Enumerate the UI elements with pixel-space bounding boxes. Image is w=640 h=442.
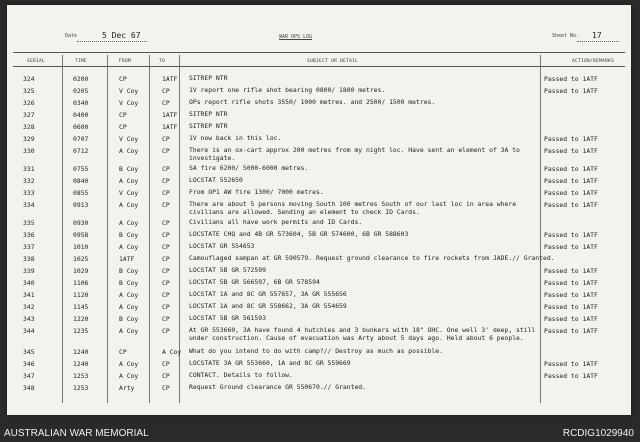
entry-time: 1240 — [73, 360, 89, 368]
log-entry-row — [7, 277, 631, 289]
entry-to: CP — [162, 165, 170, 173]
entry-serial: 341 — [23, 291, 35, 299]
entry-action: Passed to 1ATF — [544, 243, 598, 251]
log-entry-row — [7, 358, 631, 370]
sheet-dotted-line — [577, 41, 619, 42]
entry-time: 0755 — [73, 165, 89, 173]
entry-subject: LOCSTAT 5B GR 566597, 6B GR 578594 — [189, 278, 320, 286]
footer-source: AUSTRALIAN WAR MEMORIAL — [4, 428, 149, 439]
entry-serial: 343 — [23, 315, 35, 323]
log-title: WAR OPS LOG — [279, 34, 313, 40]
entry-from: V Coy — [119, 135, 139, 143]
entry-subject: LOCSTAT 552650 — [189, 176, 243, 184]
entry-subject: 1V now back in this loc. — [189, 134, 282, 142]
entry-subject: Civilians all have work permits and ID Cards. — [189, 218, 363, 226]
entry-from: A Coy — [119, 291, 139, 299]
entry-from: B Coy — [119, 267, 139, 275]
entry-serial: 340 — [23, 279, 35, 287]
entry-subject: There is an ox-cart approx 200 metres from my night loc. Have sent an element of 3A to investigate. — [189, 146, 520, 162]
log-entry-row — [7, 97, 631, 109]
entry-serial: 332 — [23, 177, 35, 185]
entry-to: CP — [162, 99, 170, 107]
entry-time: 1025 — [73, 255, 89, 263]
entry-from: V Coy — [119, 189, 139, 197]
entry-subject: CONTACT. Details to follow. — [189, 371, 293, 379]
entry-from: A Coy — [119, 219, 139, 227]
entry-from: B Coy — [119, 165, 139, 173]
entry-subject: LOCSTAT 1A and 8C GR 558662, 3A GR 554659 — [189, 302, 347, 310]
col-time: TIME — [75, 59, 88, 64]
log-entry-row — [7, 325, 631, 342]
log-entry-row — [7, 175, 631, 187]
log-entry-row — [7, 301, 631, 313]
entry-subject: Camouflaged sampan at GR 590579. Request ground clearance to fire rockets from JADE.// Granted. — [189, 254, 555, 262]
entry-from: V Coy — [119, 99, 139, 107]
col-from: FROM — [119, 59, 132, 64]
entry-time: 0340 — [73, 99, 89, 107]
entry-to: CP — [162, 201, 170, 209]
entry-action: Passed to 1ATF — [544, 327, 598, 335]
entry-action: Passed to 1ATF — [544, 291, 598, 299]
entry-time: 1120 — [73, 291, 89, 299]
col-action: ACTION/REMARKS — [572, 59, 615, 64]
entry-serial: 330 — [23, 147, 35, 155]
date-value: 5 Dec 67 — [102, 31, 141, 40]
entry-subject: SA fire 6200/ 5000-6000 metres. — [189, 164, 309, 172]
entry-from: A Coy — [119, 372, 139, 380]
entry-from: CP — [119, 75, 127, 83]
log-entry-row — [7, 229, 631, 241]
entry-subject: LOCSTAT GR 554653 — [189, 242, 255, 250]
entry-to: CP — [162, 327, 170, 335]
date-label: Date — [65, 33, 78, 39]
entry-action: Passed to 1ATF — [544, 177, 598, 185]
entry-serial: 334 — [23, 201, 35, 209]
entry-serial: 326 — [23, 99, 35, 107]
entry-serial: 347 — [23, 372, 35, 380]
entry-time: 0707 — [73, 135, 89, 143]
entry-subject: LOCSTATE CHQ and 4B GR 573604, 5B GR 574600, 6B GR 588603 — [189, 230, 409, 238]
entry-serial: 337 — [23, 243, 35, 251]
entry-serial: 336 — [23, 231, 35, 239]
log-entry-row — [7, 241, 631, 253]
sheet-label: Sheet No. — [552, 33, 580, 39]
entry-action: Passed to 1ATF — [544, 135, 598, 143]
entry-serial: 333 — [23, 189, 35, 197]
entry-time: 0840 — [73, 177, 89, 185]
entry-subject: OPs report rifle shots 3550/ 1000 metres. and 2500/ 1500 metres. — [189, 98, 436, 106]
header-rule — [13, 66, 625, 67]
entry-serial: 342 — [23, 303, 35, 311]
entry-from: B Coy — [119, 315, 139, 323]
entry-time: 1235 — [73, 327, 89, 335]
entry-from: 1ATF — [119, 255, 135, 263]
log-entry-row — [7, 133, 631, 145]
entry-to: CP — [162, 279, 170, 287]
entry-action: Passed to 1ATF — [544, 87, 598, 95]
entry-action: Passed to 1ATF — [544, 372, 598, 380]
log-entry-row — [7, 370, 631, 382]
entry-from: CP — [119, 111, 127, 119]
entry-subject: SITREP NTR — [189, 122, 228, 130]
entry-serial: 339 — [23, 267, 35, 275]
entry-time: 0400 — [73, 111, 89, 119]
entry-to: CP — [162, 372, 170, 380]
entry-from: CP — [119, 123, 127, 131]
log-entry-row — [7, 187, 631, 199]
date-dotted-line — [77, 41, 147, 42]
entry-time: 0712 — [73, 147, 89, 155]
entry-from: A Coy — [119, 360, 139, 368]
log-entry-row — [7, 289, 631, 301]
entry-time: 0913 — [73, 201, 89, 209]
entry-action: Passed to 1ATF — [544, 75, 598, 83]
entry-to: CP — [162, 303, 170, 311]
entry-to: CP — [162, 189, 170, 197]
log-sheet — [7, 5, 631, 415]
entry-to: CP — [162, 384, 170, 392]
entry-subject: LOCSTAT 5B GR 572599 — [189, 266, 266, 274]
entry-from: A Coy — [119, 303, 139, 311]
col-to: TO — [159, 59, 166, 64]
entry-to: CP — [162, 177, 170, 185]
entry-to: CP — [162, 135, 170, 143]
entry-action: Passed to 1ATF — [544, 231, 598, 239]
sheet-number: 17 — [592, 31, 602, 40]
log-entry-row — [7, 73, 631, 85]
log-entry-row — [7, 313, 631, 325]
entry-from: B Coy — [119, 231, 139, 239]
entry-time: 1010 — [73, 243, 89, 251]
entry-subject: SITREP NTR — [189, 110, 228, 118]
entry-action: Passed to 1ATF — [544, 315, 598, 323]
entry-time: 1106 — [73, 279, 89, 287]
entry-to: CP — [162, 219, 170, 227]
log-entry-row — [7, 145, 631, 162]
entry-serial: 344 — [23, 327, 35, 335]
entry-action: Passed to 1ATF — [544, 201, 598, 209]
entry-from: A Coy — [119, 327, 139, 335]
entry-to: 1ATF — [162, 75, 178, 83]
entry-action: Passed to 1ATF — [544, 189, 598, 197]
entry-to: CP — [162, 267, 170, 275]
entry-from: B Coy — [119, 279, 139, 287]
entry-to: CP — [162, 87, 170, 95]
entry-to: CP — [162, 360, 170, 368]
entry-serial: 328 — [23, 123, 35, 131]
entry-action: Passed to 1ATF — [544, 147, 598, 155]
entry-time: 1240 — [73, 348, 89, 356]
log-entry-row — [7, 346, 631, 358]
entry-from: V Coy — [119, 87, 139, 95]
entry-serial: 331 — [23, 165, 35, 173]
entry-from: CP — [119, 348, 127, 356]
entry-serial: 348 — [23, 384, 35, 392]
log-entry-row — [7, 121, 631, 133]
entry-to: CP — [162, 243, 170, 251]
entry-serial: 327 — [23, 111, 35, 119]
col-subject: SUBJECT OR DETAIL — [307, 59, 359, 64]
entry-serial: 335 — [23, 219, 35, 227]
entry-subject: There are about 5 persons moving South 100 metres South of our last loc in area where civilians are allowed. Sending an element to check ID Cards. — [189, 200, 517, 216]
entry-to: 1ATF — [162, 111, 178, 119]
entry-time: 0205 — [73, 87, 89, 95]
entry-to: CP — [162, 255, 170, 263]
log-entry-row — [7, 253, 631, 265]
entry-time: 1145 — [73, 303, 89, 311]
entry-subject: 1V report one rifle shot bearing 0800/ 1800 metres. — [189, 86, 386, 94]
entry-action: Passed to 1ATF — [544, 360, 598, 368]
entry-to: 1ATF — [162, 123, 178, 131]
entry-action: Passed to 1ATF — [544, 165, 598, 173]
entry-from: A Coy — [119, 147, 139, 155]
entry-action: Passed to 1ATF — [544, 303, 598, 311]
log-entry-row — [7, 265, 631, 277]
log-entry-row — [7, 85, 631, 97]
entry-serial: 346 — [23, 360, 35, 368]
footer-record-id: RCDIG1029940 — [562, 428, 634, 439]
entry-serial: 338 — [23, 255, 35, 263]
entry-from: Arty — [119, 384, 135, 392]
entry-from: A Coy — [119, 243, 139, 251]
entry-serial: 329 — [23, 135, 35, 143]
entry-time: 0200 — [73, 75, 89, 83]
entry-subject: What do you intend to do with camp?// Destroy as much as possible. — [189, 347, 443, 355]
entry-subject: LOCSTATE 3A GR 553660, 1A and 8C GR 559669 — [189, 359, 351, 367]
entry-time: 1029 — [73, 267, 89, 275]
log-entry-row — [7, 199, 631, 216]
entry-to: CP — [162, 315, 170, 323]
entry-to: CP — [162, 291, 170, 299]
entry-subject: At GR 553660, 3A have found 4 hutchies and 3 bunkers with 18" OHC. One well 3' deep, still under construction. Cause of evacuation was Arty about 5 days ago. Held about 6 people. — [189, 326, 536, 342]
log-entry-row — [7, 163, 631, 175]
entry-subject: LOCSTAT 1A and 8C GR 557657, 3A GR 555656 — [189, 290, 347, 298]
top-rule — [13, 52, 625, 53]
log-entry-row — [7, 217, 631, 229]
entry-to: A Coy — [162, 348, 182, 356]
log-entry-row — [7, 382, 631, 394]
entry-subject: SITREP NTR — [189, 74, 228, 82]
entry-serial: 325 — [23, 87, 35, 95]
entry-time: 0930 — [73, 219, 89, 227]
entry-time: 0958 — [73, 231, 89, 239]
entry-time: 0855 — [73, 189, 89, 197]
entry-action: Passed to 1ATF — [544, 267, 598, 275]
entry-serial: 345 — [23, 348, 35, 356]
entry-from: A Coy — [119, 201, 139, 209]
entry-time: 0600 — [73, 123, 89, 131]
entry-action: Passed to 1ATF — [544, 279, 598, 287]
entry-serial: 324 — [23, 75, 35, 83]
entry-subject: LOCSTAT 5B GR 561593 — [189, 314, 266, 322]
entry-time: 1253 — [73, 384, 89, 392]
log-entry-row — [7, 109, 631, 121]
entry-time: 1220 — [73, 315, 89, 323]
entry-subject: Request Ground clearance GR 550670.// Granted. — [189, 383, 366, 391]
entry-to: CP — [162, 231, 170, 239]
col-serial: SERIAL — [27, 59, 46, 64]
entry-from: A Coy — [119, 177, 139, 185]
entry-time: 1253 — [73, 372, 89, 380]
entry-to: CP — [162, 147, 170, 155]
entry-subject: From OP1 AW fire 1300/ 7000 metres. — [189, 188, 324, 196]
